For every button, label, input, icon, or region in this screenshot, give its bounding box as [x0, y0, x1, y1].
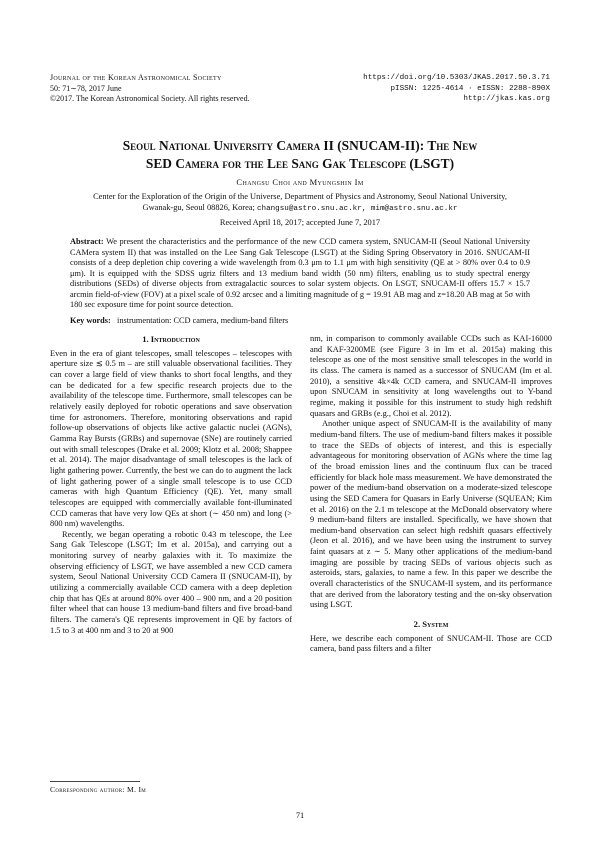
section-2-heading: 2. System [413, 619, 449, 630]
issn-line: pISSN: 1225-4614 · eISSN: 2288-890X [390, 84, 550, 93]
keywords [70, 316, 530, 325]
journal-header [50, 73, 320, 105]
intro-paragraph-1: Even in the era of giant telescopes, small telescopes – telescopes with aperture size ≲ 0.5 m – are still valuable observational facilities. They can cover a large field of view thanks to short focal lengths, and they can be dedicated for a few specific research projects due to the availability of the telescope time. Furthermore, small telescopes can be relatively easily deployed for robotic operations and save observation time for astronomers. Therefore, monitoring observations and rapid follow-up observations of objects like active galactic nuclei (AGNs), Gamma Ray Bursts (GRBs) and supernovae (SNe) are routinely carried out with small telescopes (Drake et al. 2009; Klotz et al. 2008; Shappee et al. 2014). The major disadvantage of small telescopes is the lack of light gathering power. Currently, the best we can do to augment the lack of light gathering power of a single small telescope is to use CCD cameras with high Quantum Efficiency (QE). Yet, many small telescopes are equipped with commercially available font-illuminated CCD cameras that have very low QEs at short (∼ 450 nm) and long (> 800 nm) wavelengths. [50, 348, 292, 529]
volume-line: 50: 71∼78, 2017 June [50, 83, 122, 93]
journal-url[interactable]: http://jkas.kas.org [463, 95, 550, 103]
right-column [310, 334, 552, 655]
abstract [70, 237, 530, 311]
paper-title [40, 137, 560, 173]
abstract-text: We present the characteristics and the performance of the new CCD camera system, SNUCAM-II (Seoul National University CAMera system II) that was installed on the Lee Sang Gak Telescope (LSGT) at the Siding Spring Observatory in 2016. SNUCAM-II consists of a deep depletion chip covering a wide wavelength from 0.3 μm to 1.1 μm with high sensitivity (QE at > 80% over 0.4 to 0.9 μm). It is equipped with the SDSS ugriz filters and 13 medium band width (50 nm) filters, enabling us to study spectral energy distributions (SEDs) of diverse objects from extragalactic sources to solar system objects. On LSGT, SNUCAM-II offers 15.7 × 15.7 arcmin field-of-view (FOV) at a pixel scale of 0.92 arcsec and a limiting magnitude of g = 19.91 AB mag and z=18.20 AB mag at 5σ with 180 sec exposure time for point source detection. [70, 237, 530, 309]
doi-link[interactable]: https://doi.org/10.5303/JKAS.2017.50.3.71 [363, 74, 550, 82]
intro-paragraph-4: Another unique aspect of SNUCAM-II is the availability of many medium-band filters. The use of medium-band filters makes it possible to trace the SEDs of objects of interest, and this is especially advantageous for monitoring observation of AGNs where the time lag of the broad emission lines and the continuum flux can be traced efficiently for black hole mass measurement. We have demonstrated the power of the medium-band observation on a moderate-sized telescope using the SED Camera for Quasars in Early Universe (SQUEAN; Kim et al. 2016) on the 2.1 m telescope at the McDonald observatory where 9 medium-band filters are installed. Specifically, we have shown that medium-band observation can select high redshift quasars effectively (Jeon et al. 2016), and we have been using the instrument to survey faint quasars at z ∼ 5. Many other applications of the medium-band imaging are possible by tracing SEDs of various objects such as asteroids, stars, galaxies, to name a few. In this paper we describe the overall characteristics of the SNUCAM-II system, and its performance that are derived from the laboratory testing and the on-sky observation using LSGT. [310, 419, 552, 610]
author-emails[interactable]: changsu@astro.snu.ac.kr, mim@astro.snu.ac.kr [256, 204, 458, 213]
affiliation-line-1: Center for the Exploration of the Origin of the Universe, Department of Physics and Astronomy, Seoul National University, [93, 192, 507, 201]
doi-header [290, 73, 550, 105]
abstract-label: Abstract: [70, 237, 104, 246]
title-line-1: Seoul National University Camera II (SNUCAM-II): The New [122, 138, 478, 153]
keywords-text: instrumentation: CCD camera, medium-band filters [117, 316, 289, 325]
intro-paragraph-2: Recently, we began operating a robotic 0.43 m telescope, the Lee Sang Gak Telescope (LSGT; Im et al. 2015a), and carrying out a monitoring survey of nearby galaxies with it. To maximize the observing efficiency of LSGT, we have assembled a new CCD camera system, Seoul National University CCD Camera II (SNUCAM-II), by utilizing a commercially available CCD camera with a deep depletion chip that has QEs at around 80% over 400 – 900 nm, and a 20 position filter wheel that can house 13 medium-band filters and five broad-band filters. The camera's QE represents improvement in QE by factors of 1.5 to 3 at 400 nm and 3 to 20 at 900 [50, 529, 292, 635]
affiliation [48, 192, 552, 214]
journal-name: Journal of the Korean Astronomical Society [50, 73, 222, 82]
system-paragraph-1: Here, we describe each component of SNUCAM-II. Those are CCD camera, band pass filters and a filter [310, 633, 552, 654]
intro-paragraph-3: nm, in comparison to commonly available CCDs such as KAI-16000 and KAF-3200ME (see Figure 3 in Im et al. 2015a) making this telescope as one of the most sensitive small telescopes in the world in its class. The camera is named as a successor of SNUCAM (Im et al. 2010), a sensitive 4k×4k CCD camera, and SNUCAM-II improves upon SNUCAM in sensitivity at long wavelengths out to Y-band regime, making it possible for this instrument to study high redshift quasars and GRBs (e.g., Choi et al. 2012). [310, 334, 552, 418]
received-dates: Received April 18, 2017; accepted June 7, 2017 [219, 218, 381, 227]
corresponding-author-footnote: Corresponding author: M. Im [50, 785, 147, 794]
authors: Changsu Choi and Myungshin Im [236, 177, 364, 187]
page-number: 71 [295, 811, 305, 820]
title-line-2: SED Camera for the Lee Sang Gak Telescope (LSGT) [145, 156, 455, 171]
section-1-heading: 1. Introduction [142, 334, 200, 344]
affiliation-line-2: Gwanak-gu, Seoul 08826, Korea; [142, 202, 255, 212]
keywords-label: Key words: [70, 316, 111, 325]
left-column [50, 334, 292, 636]
footnote-rule [50, 781, 140, 782]
copyright-line: ©2017. The Korean Astronomical Society. All rights reserved. [50, 94, 250, 103]
